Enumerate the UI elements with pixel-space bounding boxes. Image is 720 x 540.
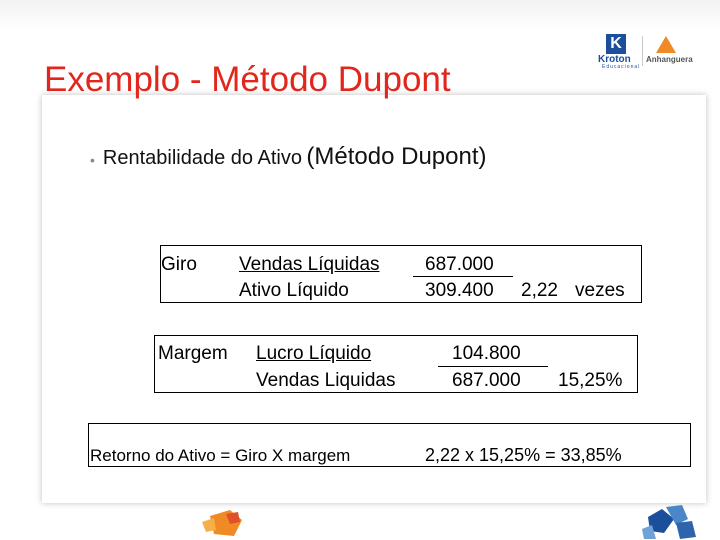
giro-result: 2,22 <box>521 280 558 301</box>
margem-denominator-value: 687.000 <box>452 370 521 391</box>
bullet-text-method: (Método Dupont) <box>306 143 487 170</box>
giro-denominator-label: Ativo Líquido <box>239 280 349 301</box>
margem-formula-box <box>154 335 638 393</box>
top-gradient <box>0 0 720 30</box>
kroton-wordmark: Kroton <box>598 54 631 65</box>
giro-label: Giro <box>161 254 197 275</box>
margem-numerator-label: Lucro Líquido <box>256 343 372 364</box>
margem-numerator-value: 104.800 <box>452 343 521 364</box>
bullet-dot-icon: • <box>90 151 95 168</box>
kroton-k-icon: K <box>606 34 626 54</box>
slide-title: Exemplo - Método Dupont <box>44 60 451 99</box>
giro-numerator-label: Vendas Líquidas <box>239 254 380 275</box>
margem-label: Margem <box>158 343 228 364</box>
giro-unit: vezes <box>575 280 625 301</box>
retorno-label: Retorno do Ativo = Giro X margem <box>90 446 351 465</box>
giro-fraction-line <box>413 276 513 277</box>
bullet-item <box>90 143 487 171</box>
retorno-formula-box <box>88 423 691 467</box>
kroton-subtitle: Educacional <box>602 64 641 70</box>
decorative-shape-left <box>200 508 244 538</box>
retorno-calculation: 2,22 x 15,25% = 33,85% <box>425 445 622 465</box>
giro-formula-box <box>160 245 642 303</box>
bullet-text-main: Rentabilidade do Ativo <box>102 147 302 169</box>
margem-fraction-line <box>438 366 548 367</box>
giro-denominator-value: 309.400 <box>425 280 494 301</box>
decorative-shape-right <box>640 503 700 540</box>
logo <box>598 34 698 68</box>
anhanguera-a-icon <box>656 36 676 53</box>
margem-result: 15,25% <box>558 370 623 391</box>
margem-denominator-label: Vendas Liquidas <box>256 370 396 391</box>
logo-divider <box>642 36 643 66</box>
giro-numerator-value: 687.000 <box>425 254 494 275</box>
anhanguera-wordmark: Anhanguera <box>646 55 693 64</box>
